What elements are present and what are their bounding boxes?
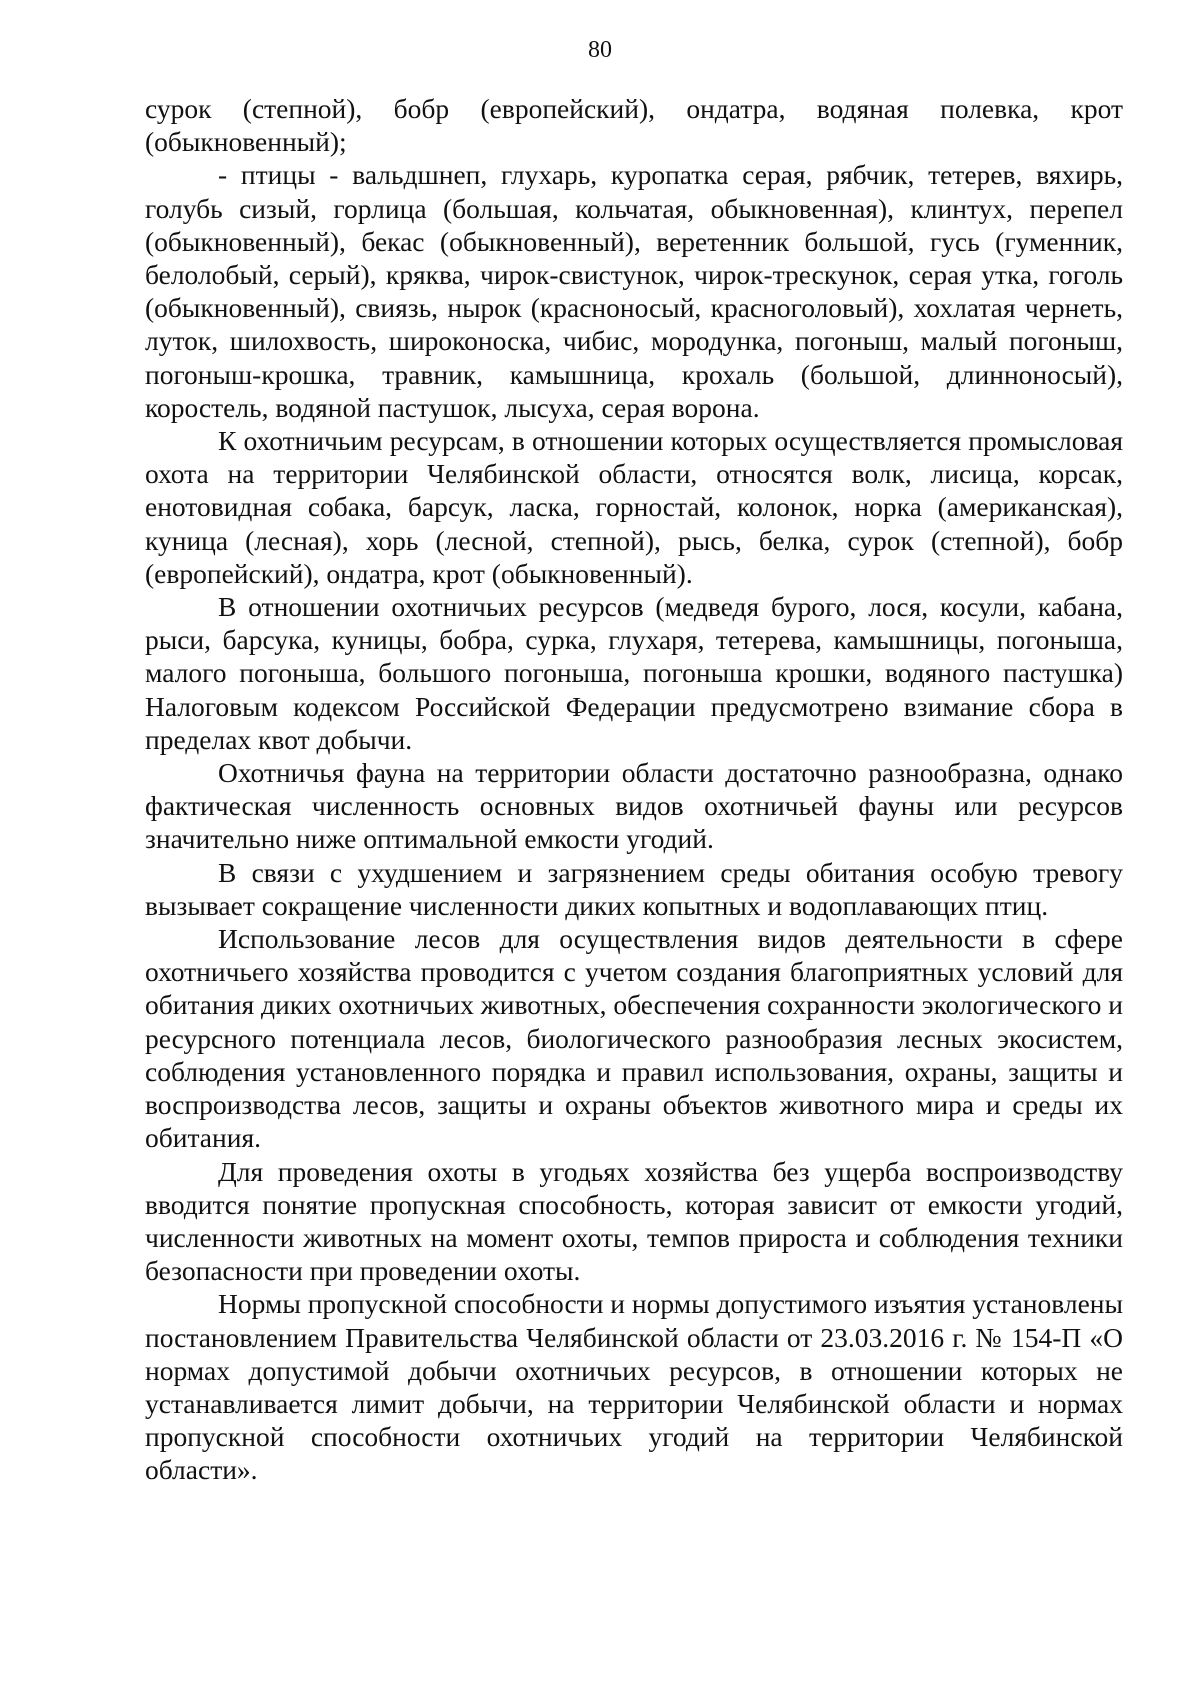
page-body (145, 92, 1123, 1487)
paragraph-commercial-hunting: К охотничьим ресурсам, в отношении которых осуществляется промысловая охота на территории Челябинской области, относятся волк, лисица, корсак, енотовидная собака, барсук, ласка, горностай, колонок, норка (американская), куница (лесная), хорь (лесной, степной), рысь, белка, сурок (степной), бобр (европейский), ондатра, крот (обыкновенный). (145, 425, 1123, 589)
paragraph-continuation: сурок (степной), бобр (европейский), ондатра, водяная полевка, крот (обыкновенный); (145, 93, 1123, 158)
paragraph-regulation: Нормы пропускной способности и нормы допустимого изъятия установлены постановлением Правительства Челябинской области от 23.03.2016 г. № 154-П «О нормах допустимой добычи охотничьих ресурсов, в отношении которых не устанавливается лимит добычи, на территории Челябинской области и нормах пропускной способности охотничьих угодий на территории Челябинской области». (145, 1288, 1123, 1486)
page-number: 80 (588, 37, 612, 63)
paragraph-capacity: Для проведения охоты в угодьях хозяйства без ущерба воспроизводству вводится понятие пропускная способность, которая зависит от емкости угодий, численности животных на момент охоты, темпов прироста и соблюдения техники безопасности при проведении охоты. (145, 1155, 1123, 1287)
paragraph-forest-use: Использование лесов для осуществления видов деятельности в сфере охотничьего хозяйства проводится с учетом создания благоприятных условий для обитания диких охотничьих животных, обеспечения сохранности экологического и ресурсного потенциала лесов, биологического разнообразия лесных экосистем, соблюдения установленного порядка и правил использования, охраны, защиты и воспроизводства лесов, защиты и охраны объектов животного мира и среды их обитания. (145, 923, 1123, 1154)
paragraph-habitat-degradation: В связи с ухудшением и загрязнением среды обитания особую тревогу вызывает сокращение численности диких копытных и водоплавающих птиц. (145, 856, 1123, 921)
paragraph-birds: - птицы - вальдшнеп, глухарь, куропатка серая, рябчик, тетерев, вяхирь, голубь сизый, горлица (большая, кольчатая, обыкновенная), клинтух, перепел (обыкновенный), бекас (обыкновенный), веретенник большой, гусь (гуменник, белолобый, серый), кряква, чирок-свистунок, чирок-трескунок, серая утка, гоголь (обыкновенный), свиязь, нырок (красноносый, красноголовый), хохлатая чернеть, луток, шилохвость, широконоска, чибис, мородунка, погоныш, малый погоныш, погоныш-крошка, травник, камышница, крохаль (большой, длинноносый), коростель, водяной пастушок, лысуха, серая ворона. (145, 159, 1123, 423)
paragraph-fauna-diversity: Охотничья фауна на территории области достаточно разнообразна, однако фактическая численность основных видов охотничьей фауны или ресурсов значительно ниже оптимальной емкости угодий. (145, 757, 1123, 855)
paragraph-tax-quota: В отношении охотничьих ресурсов (медведя бурого, лося, косули, кабана, рыси, барсука, куницы, бобра, сурка, глухаря, тетерева, камышницы, погоныша, малого погоныша, большого погоныша, погоныша крошки, водяного пастушка) Налоговым кодексом Российской Федерации предусмотрено взимание сбора в пределах квот добычи. (145, 591, 1123, 755)
